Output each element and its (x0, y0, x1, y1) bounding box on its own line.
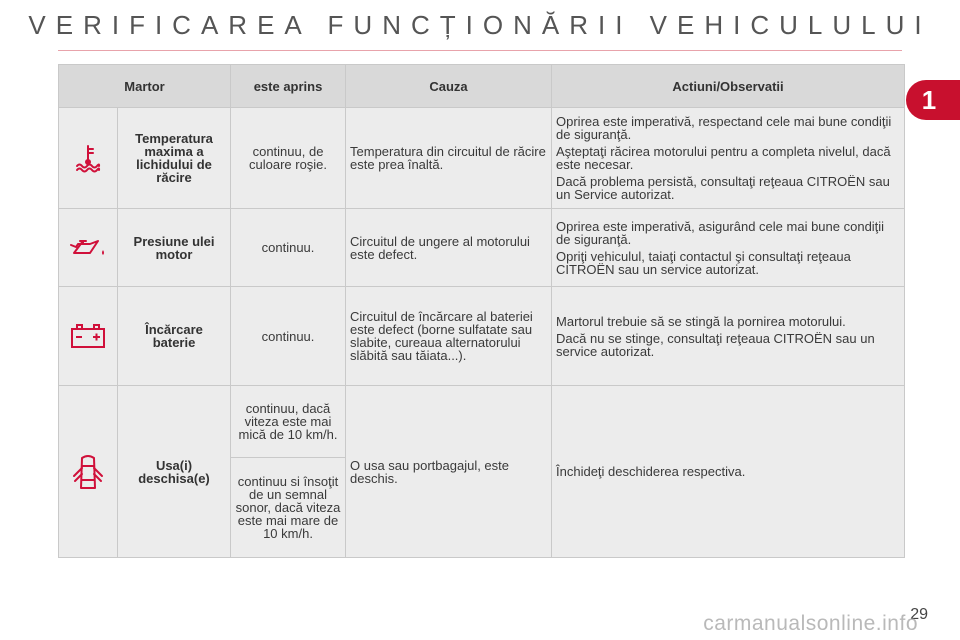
column-header-cause: Cauza (346, 65, 552, 108)
column-header-martor: Martor (59, 65, 231, 108)
door-open-icon (63, 452, 113, 492)
warning-actions (552, 386, 905, 558)
table-row (59, 108, 905, 209)
warning-actions (552, 108, 905, 209)
warning-cause: O usa sau portbagajul, este deschis. (346, 386, 552, 558)
oil-pressure-icon (63, 237, 113, 259)
battery-icon (63, 323, 113, 349)
table-cell-icon (59, 287, 118, 386)
table-row (59, 209, 905, 287)
warning-cause: Circuitul de ungere al motorului este defect. (346, 209, 552, 287)
warning-state: continuu, de culoare roşie. (231, 108, 346, 209)
action-text: Oprirea este imperativă, asigurând cele mai bune condiţii de siguranţă. (556, 218, 885, 247)
page-title: VERIFICAREA FUNCȚIONĂRII VEHICULULUI (28, 10, 932, 40)
warning-cause: Temperatura din circuitul de răcire este prea înaltă. (346, 108, 552, 209)
title-divider (58, 50, 902, 51)
warning-actions (552, 287, 905, 386)
table-row (59, 386, 905, 458)
action-text: Opriţi vehiculul, taiaţi contactul şi consultaţi reţeaua CITROËN sau un service autorizat. (556, 248, 851, 277)
chapter-tab[interactable]: 1 (906, 80, 960, 120)
action-text: Martorul trebuie să se stingă la pornirea motorului. (556, 313, 846, 329)
column-header-state: este aprins (231, 65, 346, 108)
warning-state: continuu. (231, 209, 346, 287)
action-text: Dacă problema persistă, consultaţi reţeaua CITROËN sau un Service autorizat. (556, 174, 890, 202)
table-cell-icon (59, 386, 118, 558)
warning-actions (552, 209, 905, 287)
warning-label: Usa(i) deschisa(e) (118, 386, 231, 558)
watermark: carmanualsonline.info (703, 612, 918, 635)
action-text: Oprirea este imperativă, respectand cele mai bune condiţii de siguranţă. (556, 114, 892, 142)
warning-cause: Circuitul de încărcare al bateriei este defect (borne sulfatate sau slabite, cureaua alternatorului slăbită sau tăiata...). (346, 287, 552, 386)
warning-label: Presiune ulei motor (118, 209, 231, 287)
warning-state: continuu. (231, 287, 346, 386)
table-row (59, 287, 905, 386)
coolant-temperature-icon (63, 143, 113, 173)
page-number: 29 (910, 606, 928, 623)
warning-label: Temperatura maxima a lichidului de răcire (118, 108, 231, 209)
warning-lights-table (58, 64, 905, 558)
warning-state: continuu si însoţit de un semnal sonor, dacă viteza este mai mare de 10 km/h. (231, 458, 346, 558)
action-text: Aşteptaţi răcirea motorului pentru a completa nivelul, dacă este necesar. (556, 144, 891, 172)
table-cell-icon (59, 108, 118, 209)
table-header-row (59, 65, 905, 108)
action-text: Dacă nu se stinge, consultaţi reţeaua CITROËN sau un service autorizat. (556, 330, 875, 359)
column-header-actions: Actiuni/Observatii (552, 65, 905, 108)
action-text: Închideţi deschiderea respectiva. (556, 464, 746, 479)
warning-label: Încărcare baterie (118, 287, 231, 386)
table-cell-icon (59, 209, 118, 287)
warning-state: continuu, dacă viteza este mai mică de 10 km/h. (231, 386, 346, 458)
